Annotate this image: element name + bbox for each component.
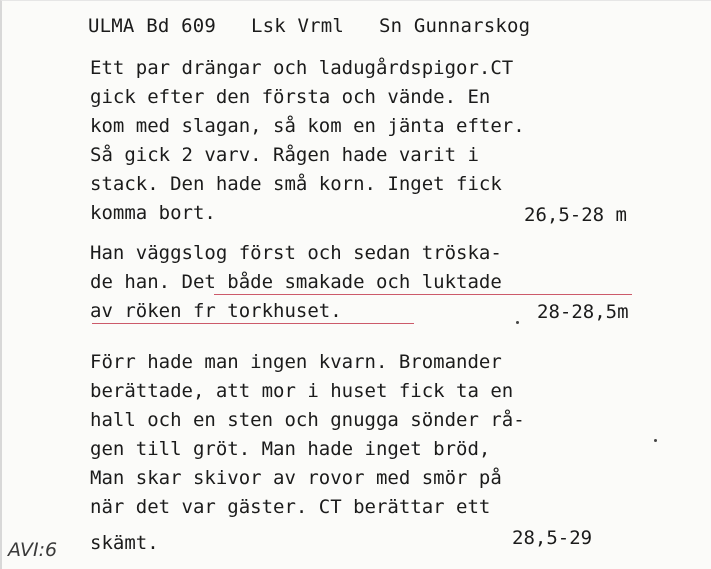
paragraph-3-line-5: Man skar skivor av rovor med smör på	[90, 467, 502, 489]
paragraph-1-line-5: stack. Den hade små korn. Inget fick	[90, 173, 502, 195]
paragraph-1-line-6: komma bort.	[90, 202, 216, 224]
paragraph-2-line-2: de han. Det både smakade och luktade	[90, 271, 502, 293]
paragraph-3-line-4: gen till gröt. Man hade inget bröd,	[90, 438, 491, 460]
card-header: ULMA Bd 609 Lsk Vrml Sn Gunnarskog	[88, 15, 531, 37]
paragraph-3-line-3: hall och en sten och gnugga sönder rå-	[90, 409, 525, 431]
paragraph-1-line-3: kom med slagan, så kom en jänta efter.	[90, 115, 525, 137]
paragraph-3-line-6: när det var gäster. CT berättar ett	[90, 496, 491, 518]
pencil-underline-1	[214, 294, 632, 295]
paragraph-3-line-2: berättade, att mor i huset fick ta en	[90, 380, 514, 402]
pencil-underline-2	[92, 323, 414, 324]
paragraph-3-reference: 28,5-29	[512, 527, 593, 549]
paragraph-3-line-7: skämt.	[90, 532, 159, 554]
paragraph-2-line-3: av röken fr torkhuset.	[90, 300, 342, 322]
paragraph-2-line-1: Han väggslog först och sedan tröska-	[90, 242, 502, 264]
paragraph-3-line-1: Förr hade man ingen kvarn. Bromander	[90, 351, 502, 373]
paragraph-1-line-1: Ett par drängar och ladugårdspigor.CT	[90, 57, 514, 79]
margin-note: AVI:6	[8, 539, 58, 561]
paragraph-1-line-2: gick efter den första och vände. En	[90, 86, 491, 108]
paragraph-1-reference: 26,5-28 m	[524, 204, 627, 226]
ink-speck	[516, 321, 519, 324]
paragraph-1-line-4: Så gick 2 varv. Rågen hade varit i	[90, 144, 479, 166]
paragraph-2-reference: 28-28,5m	[537, 301, 629, 323]
ink-speck	[654, 439, 657, 442]
